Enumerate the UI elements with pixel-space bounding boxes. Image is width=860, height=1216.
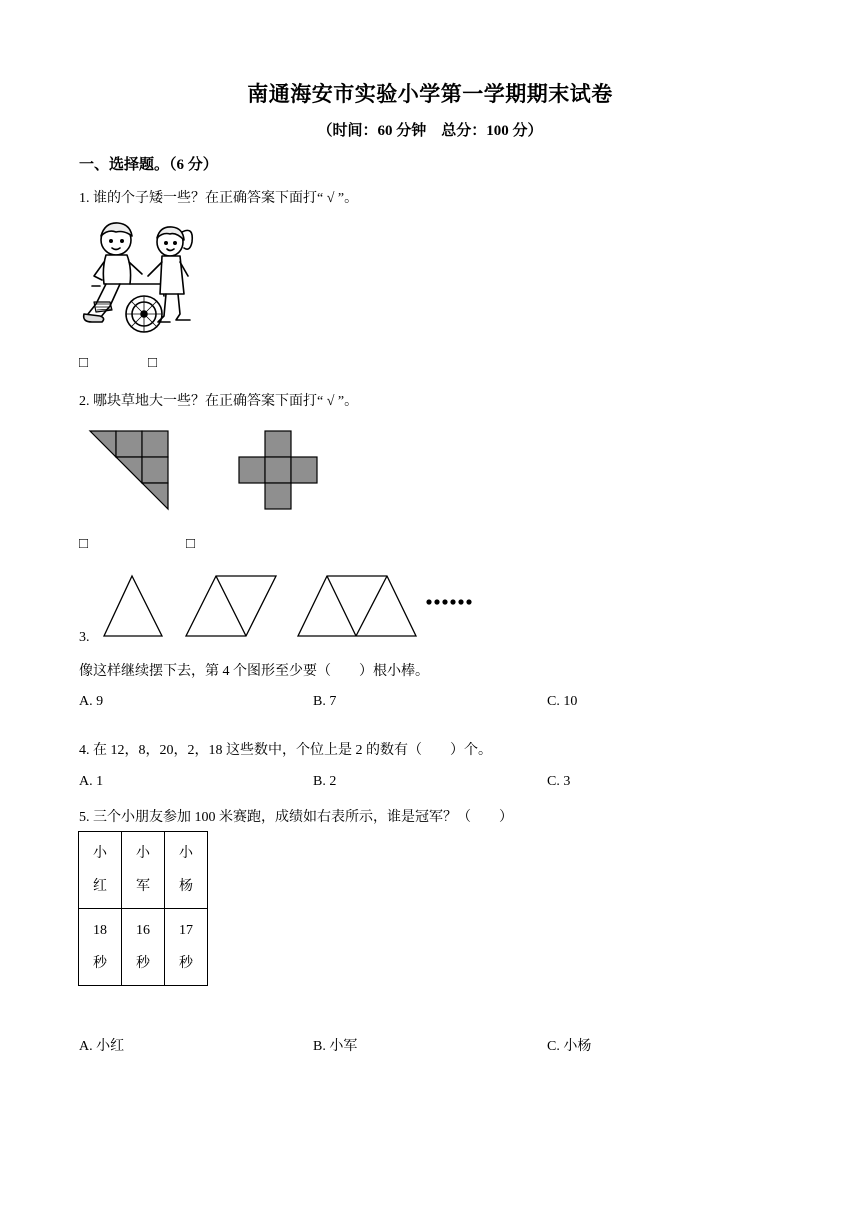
table-row: [79, 832, 208, 909]
question-4-option-b[interactable]: B. 2: [313, 774, 337, 789]
question-3-option-c[interactable]: C. 10: [547, 694, 578, 709]
question-3-text: 像这样继续摆下去，第 4 个图形至少要（ ）根小棒。: [79, 664, 429, 679]
question-2-text: 2. 哪块草地大一些？在正确答案下面打“ √ ”。: [79, 394, 359, 409]
answer-box-cross[interactable]: □: [186, 536, 196, 552]
children-wheelchair-illustration: [80, 218, 198, 338]
question-3-option-b[interactable]: B. 7: [313, 694, 337, 709]
question-4-text: 4. 在 12，8，20，2，18 这些数中，个位上是 2 的数有（ ）个。: [79, 743, 492, 758]
question-1-text: 1. 谁的个子矮一些？在正确答案下面打“ √ ”。: [79, 191, 359, 206]
answer-box-girl[interactable]: □: [148, 355, 158, 371]
question-3-number: 3.: [79, 630, 90, 645]
table-row: [79, 909, 208, 986]
answer-box-boy[interactable]: □: [79, 355, 89, 371]
table-cell-time: 18 秒: [79, 909, 122, 986]
table-cell-name: 小红: [79, 832, 122, 909]
race-results-table: [78, 831, 208, 986]
table-cell-time: 17 秒: [165, 909, 208, 986]
table-cell-name: 小杨: [165, 832, 208, 909]
table-cell-time: 16 秒: [122, 909, 165, 986]
cross-grass-figure: [238, 430, 320, 512]
answer-box-triangle[interactable]: □: [79, 536, 89, 552]
question-4-option-c[interactable]: C. 3: [547, 774, 571, 789]
table-cell-name: 小军: [122, 832, 165, 909]
page-title: 南通海安市实验小学第一学期期末试卷: [247, 82, 613, 106]
section-heading: 一、选择题。（6 分）: [79, 157, 218, 173]
question-3-option-a[interactable]: A. 9: [79, 694, 104, 709]
exam-info: （时间：60 分钟 总分：100 分）: [317, 123, 543, 139]
question-5-option-b[interactable]: B. 小军: [313, 1039, 358, 1054]
question-5-option-c[interactable]: C. 小杨: [547, 1039, 592, 1054]
question-4-option-a[interactable]: A. 1: [79, 774, 104, 789]
continuation-dots: [426, 599, 471, 604]
question-5-text: 5. 三个小朋友参加 100 米赛跑，成绩如右表所示，谁是冠军？（ ）: [79, 810, 513, 825]
question-5-option-a[interactable]: A. 小红: [79, 1039, 125, 1054]
stick-triangle-sequence: [100, 572, 490, 640]
triangle-grass-figure: [88, 429, 172, 513]
